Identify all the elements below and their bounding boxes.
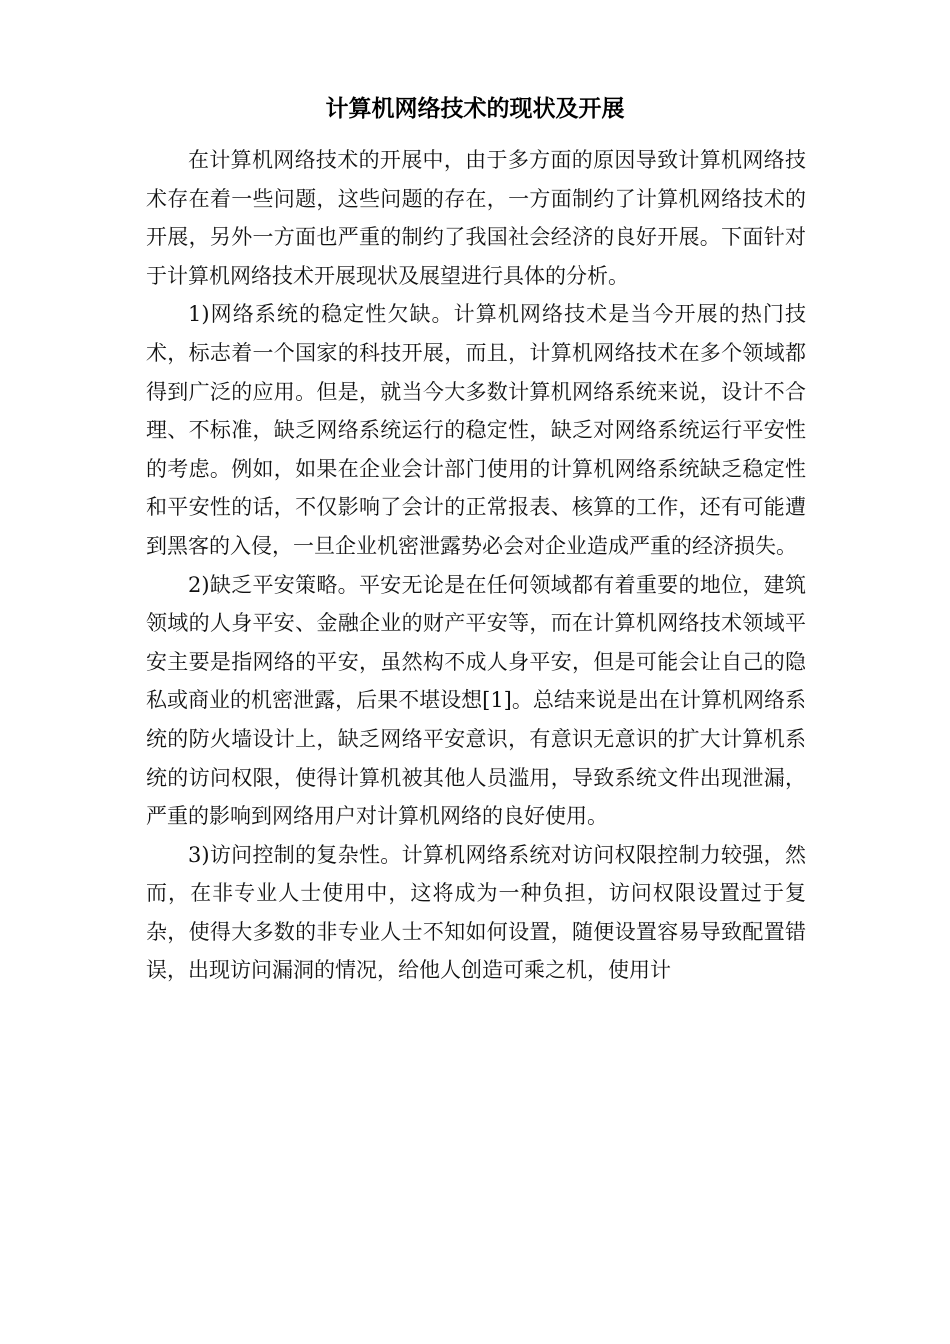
- document-body: [146, 141, 806, 990]
- paragraph-intro: 在计算机网络技术的开展中，由于多方面的原因导致计算机网络技术存在着一些问题，这些问题的存在，一方面制约了计算机网络技术的开展，另外一方面也严重的制约了我国社会经济的良好开展。下面针对于计算机网络技术开展现状及展望进行具体的分析。: [146, 148, 806, 288]
- paragraph-access-control: 3)访问控制的复杂性。计算机网络系统对访问权限控制力较强，然而，在非专业人士使用中，这将成为一种负担，访问权限设置过于复杂，使得大多数的非专业人士不知如何设置，随便设置容易导致配置错误，出现访问漏洞的情况，给他人创造可乘之机，使用计: [146, 842, 806, 983]
- paragraph-stability: 1)网络系统的稳定性欠缺。计算机网络技术是当今开展的热门技术，标志着一个国家的科技开展，而且，计算机网络技术在多个领域都得到广泛的应用。但是，就当今大多数计算机网络系统来说，设计不合理、不标准，缺乏网络系统运行的稳定性，缺乏对网络系统运行平安性的考虑。例如，如果在企业会计部门使用的计算机网络系统缺乏稳定性和平安性的话，不仅影响了会计的正常报表、核算的工作，还有可能遭到黑客的入侵，一旦企业机密泄露势必会对企业造成严重的经济损失。: [146, 302, 806, 558]
- paragraph-security-policy: 2)缺乏平安策略。平安无论是在任何领域都有着重要的地位，建筑领域的人身平安、金融企业的财产平安等，而在计算机网络技术领域平安主要是指网络的平安，虽然构不成人身平安，但是可能会让自己的隐私或商业的机密泄露，后果不堪设想[1]。总结来说是出在计算机网络系统的防火墙设计上，缺乏网络平安意识，有意识无意识的扩大计算机系统的访问权限，使得计算机被其他人员滥用，导致系统文件出现泄漏，严重的影响到网络用户对计算机网络的良好使用。: [146, 572, 806, 829]
- document-title: 计算机网络技术的现状及开展: [325, 95, 625, 122]
